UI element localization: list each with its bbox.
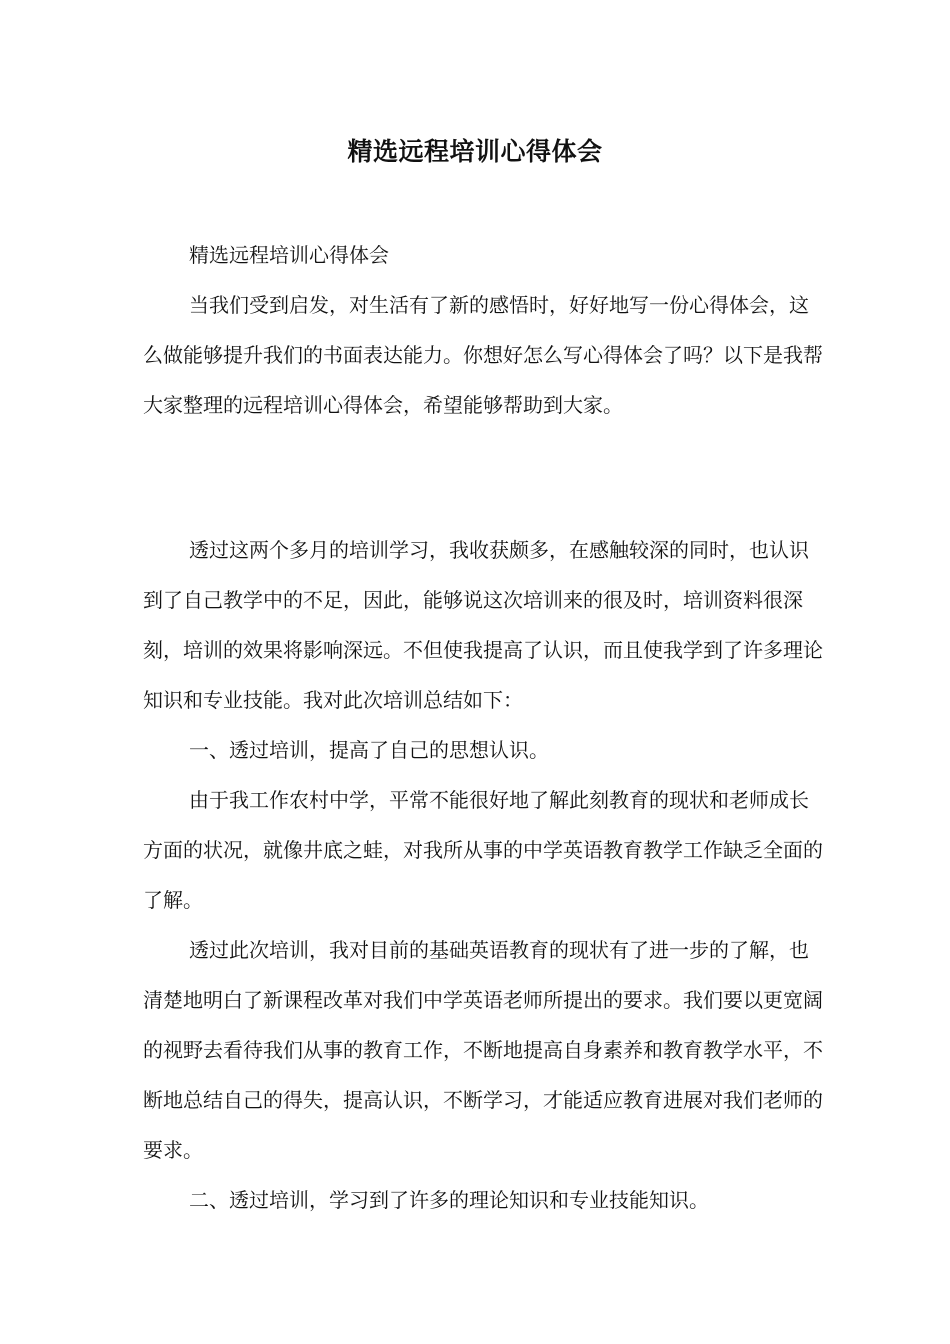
- document-title: 精选远程培训心得体会: [347, 137, 603, 166]
- paragraph-1: 透过这两个多月的培训学习，我收获颇多，在感触较深的同时，也认识到了自己教学中的不足，因此，能够说这次培训来的很及时，培训资料很深刻，培训的效果将影响深远。不但使我提高了认识，而且使我学到了许多理论知识和专业技能。我对此次培训总结如下：: [143, 538, 823, 712]
- paragraph-3: 透过此次培训，我对目前的基础英语教育的现状有了进一步的了解，也清楚地明白了新课程改革对我们中学英语老师所提出的要求。我们要以更宽阔的视野去看待我们从事的教育工作，不断地提高自身素养和教育教学水平，不断地总结自己的得失，提高认识，不断学习，才能适应教育进展对我们老师的要求。: [143, 938, 823, 1162]
- main-section: [143, 525, 823, 1225]
- section-heading-1: 一、透过培训，提高了自己的思想认识。: [189, 738, 549, 762]
- paragraph-2: 由于我工作农村中学，平常不能很好地了解此刻教育的现状和老师成长方面的状况，就像井底之蛙，对我所从事的中学英语教育教学工作缺乏全面的了解。: [143, 788, 823, 912]
- section-heading-2: 二、透过培训，学习到了许多的理论知识和专业技能知识。: [189, 1188, 709, 1212]
- intro-paragraph: 当我们受到启发，对生活有了新的感悟时，好好地写一份心得体会，这么做能够提升我们的书面表达能力。你想好怎么写心得体会了吗？以下是我帮大家整理的远程培训心得体会，希望能够帮助到大家。: [143, 293, 823, 417]
- subtitle: 精选远程培训心得体会: [189, 243, 389, 267]
- intro-section: [143, 230, 823, 430]
